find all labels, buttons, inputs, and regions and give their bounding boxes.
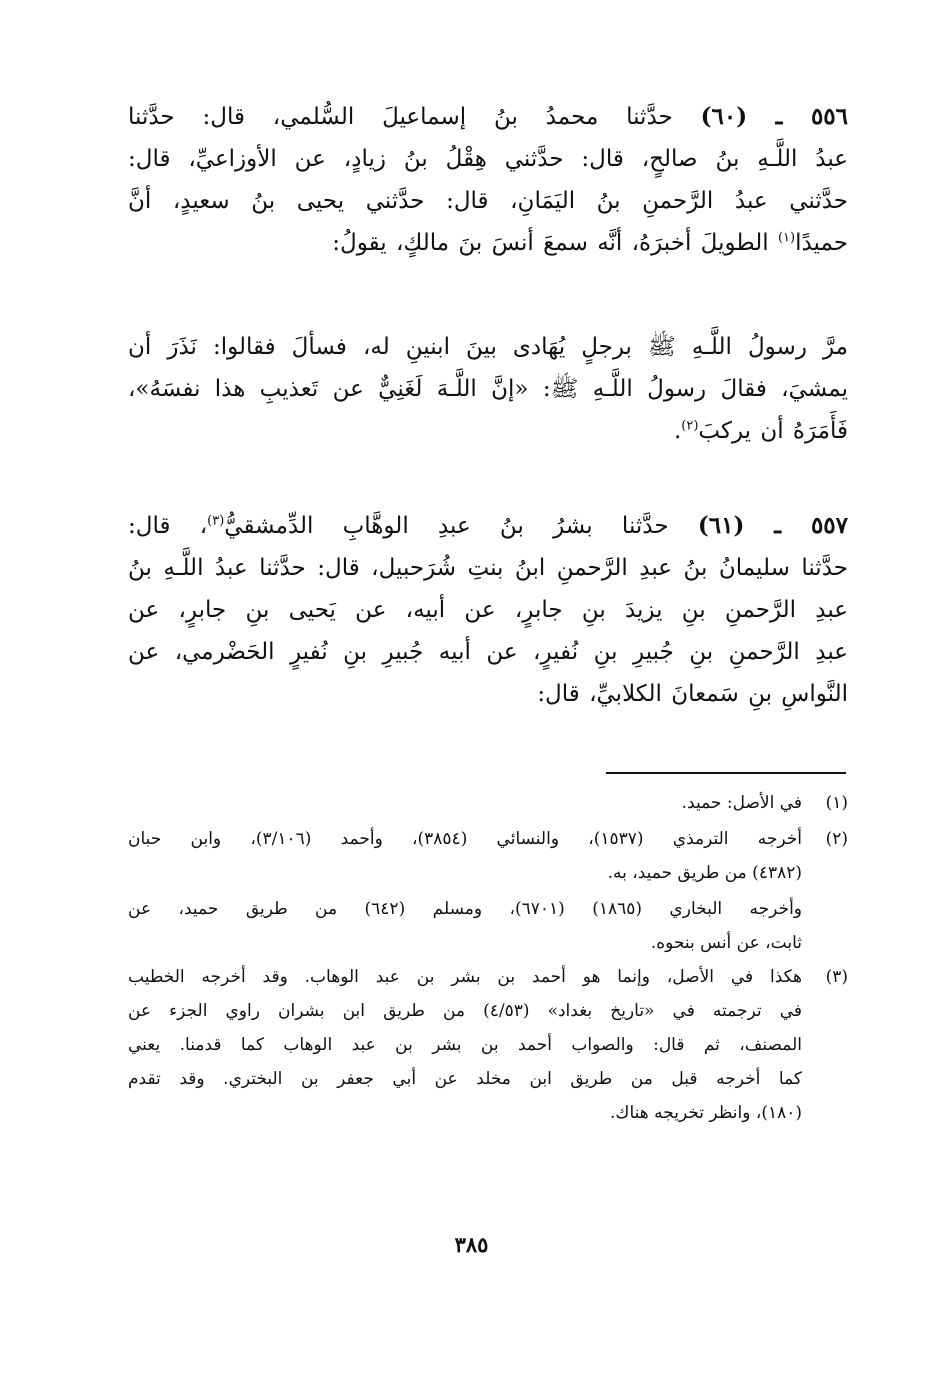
footnote-ref[interactable]: (٢) — [681, 418, 699, 434]
footnote-body — [128, 960, 802, 1130]
footnote-line: ثابت، عن أنس بنحوه. — [650, 933, 802, 953]
text-line: حدَّثني عبدُ الرَّحمنِ بنُ اليَمَانِ، قال: حدَّثني يحيى بنُ سعيدٍ، أنَّ — [128, 188, 848, 214]
line-text: حميدًا — [795, 230, 848, 256]
footnote-body — [128, 892, 802, 960]
footnote-line: أخرجه الترمذي (١٥٣٧)، والنسائي (٣٨٥٤)، وأحمد (٣/١٠٦)، وابن حبان — [128, 829, 802, 849]
footnote-line: كما أخرجه قبل من طريق ابن مخلد عن أبي جعفر بن البختري. وقد تقدم — [128, 1069, 802, 1089]
footnote-body — [128, 822, 802, 890]
footnotes — [128, 786, 848, 1132]
footnote-mark: (١) — [825, 793, 848, 813]
footnote-mark: (٢) — [825, 829, 848, 849]
footnote-divider — [606, 772, 846, 774]
text-line — [128, 222, 848, 264]
page-number: ٣٨٥ — [454, 1232, 489, 1257]
text-line: حدَّثنا سليمانُ بنُ عبدِ الرَّحمنِ ابنُ بنتِ شُرَحبيل، قال: حدَّثنا عبدُ اللَّـهِ بنُ — [128, 555, 848, 581]
footnote-2 — [128, 822, 848, 890]
line-text: . — [673, 418, 682, 444]
line-text: حدَّثنا محمدُ بنُ إسماعيلَ السُّلمي، قال: حدَّثنا — [128, 104, 673, 130]
line-text: ، قال: — [128, 513, 208, 539]
text-line: يمشيَ، فقالَ رسولُ اللَّـهِ ﷺ: «إنَّ اللَّـهَ لَغَنِيٌّ عن تَعذيبِ هذا نفسَهُ»، — [128, 376, 848, 402]
footnote-line: (٤٣٨٢) من طريق حميد، به. — [607, 863, 802, 883]
text-line: مرَّ رسولُ اللَّـهِ ﷺ برجلٍ يُهَادى بينَ ابنينِ له، فسألَ فقالوا: نَذَرَ أن — [128, 334, 848, 360]
line-text: فَأَمَرَهُ أن يركبَ — [698, 418, 848, 444]
text-line: النَّواسِ بنِ سَمعانَ الكلابيِّ، قال: — [537, 681, 848, 707]
text-line: عبدِ الرَّحمنِ بنِ يزيدَ بنِ جابرٍ، عن أبيه، عن يَحيى بنِ جابرٍ، عن — [128, 597, 848, 623]
line-text: حدَّثنا بشرُ بنُ عبدِ الوهَّابِ الدِّمشقيُّ — [224, 513, 698, 539]
text-line — [128, 96, 848, 138]
footnote-1 — [128, 786, 848, 820]
text-line: عبدُ اللَّـهِ بنُ صالحٍ، قال: حدَّثني هِقْلُ بنُ زيادٍ، عن الأوزاعيِّ، قال: — [128, 146, 848, 172]
footnote-line: المصنف، ثم قال: والصواب أحمد بن بشر بن عبد الوهاب كما قدمنا. يعني — [128, 1035, 802, 1055]
footnote-line: وأخرجه البخاري (١٨٦٥) (٦٧٠١)، ومسلم (٦٤٢) من طريق حميد، عن — [128, 899, 803, 919]
footnote-line: هكذا في الأصل، وإنما هو أحمد بن بشر بن عبد الوهاب. وقد أخرجه الخطيب — [128, 967, 802, 987]
text-line: عبدِ الرَّحمنِ بنِ جُبيرِ بنِ نُفيرٍ، عن أبيه جُبيرِ بنِ نُفيرٍ الحَضْرمي، عن — [128, 639, 848, 665]
footnote-mark: (٣) — [825, 967, 848, 987]
line-text: الطويلَ أخبرَهُ، أنَّه سمعَ أنسَ بنَ مالكٍ، يقولُ: — [332, 230, 778, 256]
footnote-line: في ترجمته في «تاريخ بغداد» (٤/٥٣) من طريق ابن بشران راوي الجزء عن — [128, 1001, 802, 1021]
hadith-text — [128, 326, 848, 452]
footnote-line: في الأصل: حميد. — [681, 793, 802, 813]
hadith-556 — [128, 96, 848, 264]
footnote-ref[interactable]: (١) — [777, 230, 796, 246]
hadith-number: ٥٥٧ ـ (٦١) — [697, 512, 848, 539]
hadith-number: ٥٥٦ ـ (٦٠) — [700, 103, 849, 130]
footnote-body — [128, 786, 802, 820]
text-line — [128, 410, 848, 452]
hadith-557 — [128, 505, 848, 715]
footnote-ref[interactable]: (٣) — [207, 513, 225, 529]
footnote-3 — [128, 960, 848, 1130]
footnote-line: (١٨٠)، وانظر تخريجه هناك. — [610, 1103, 802, 1123]
text-line — [128, 505, 848, 547]
footnote-2-continuation — [128, 892, 848, 960]
